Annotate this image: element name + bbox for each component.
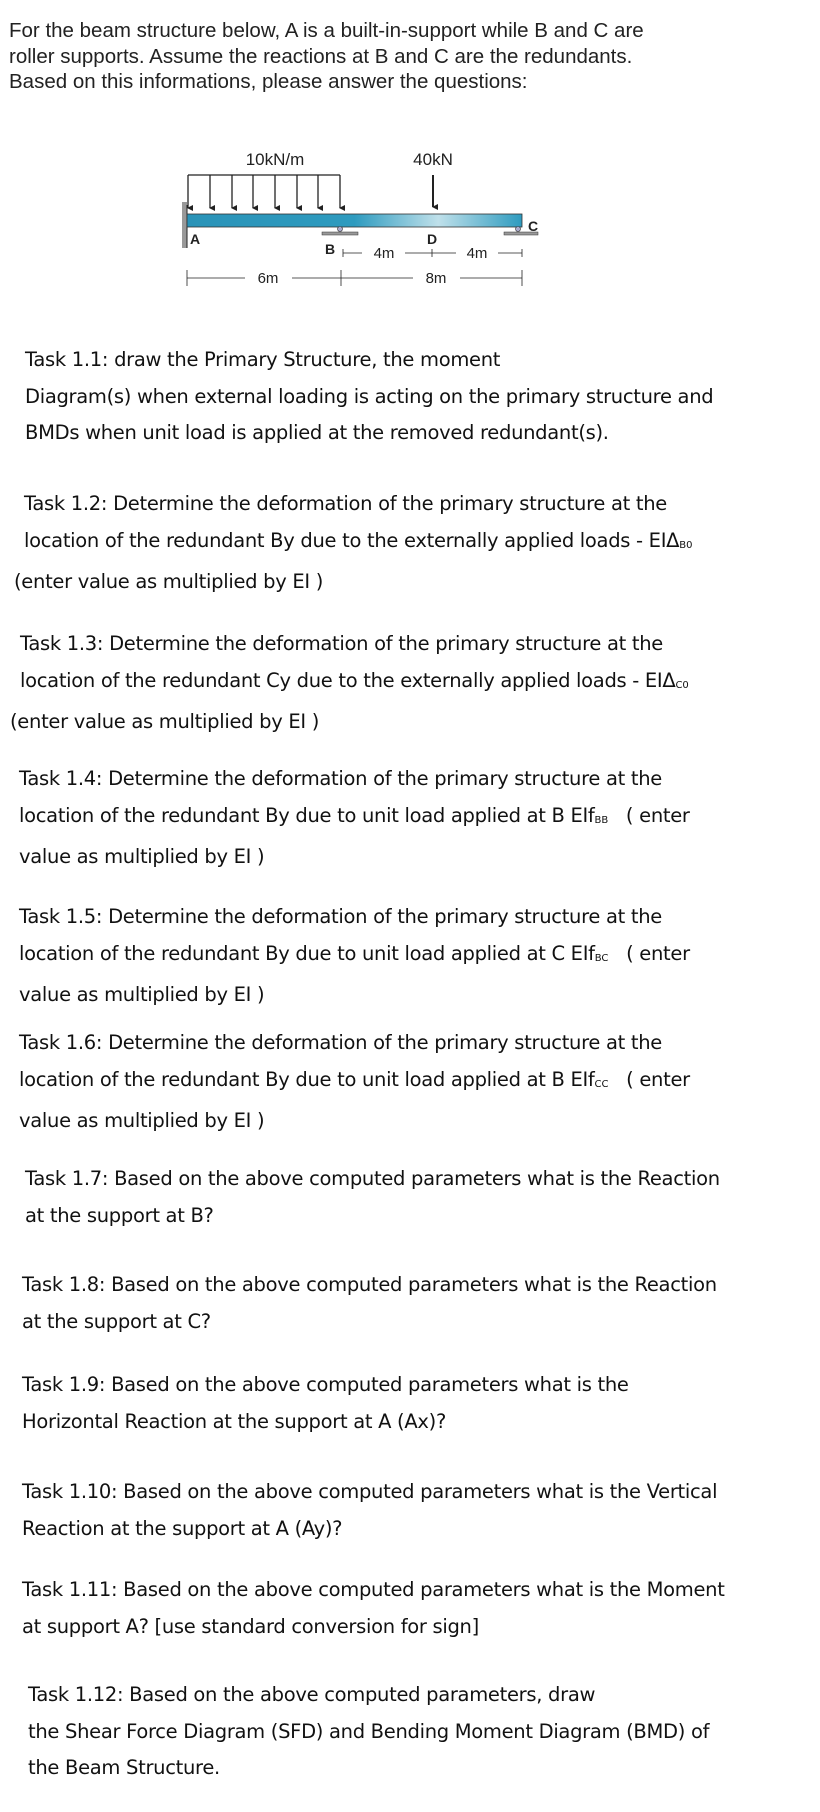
task-line: the Beam Structure. [28,1756,220,1779]
problem-intro [9,18,809,95]
task-line: Task 1.7: Based on the above computed parameters what is the Reaction [25,1167,720,1190]
subscript: BC [594,952,609,964]
task-line: Horizontal Reaction at the support at A (Ax)? [22,1409,446,1433]
task-line: at support A? [use standard conversion for sign] [22,1614,479,1638]
task-line: Reaction at the support at A (Ay)? [22,1516,343,1540]
task-line [19,1062,819,1104]
task-line: Task 1.3: Determine the deformation of the primary structure at the [20,632,663,655]
task-text: ( enter [608,941,690,965]
task-line [10,663,810,705]
task-text: location of the redundant By due to the externally applied loads - EIΔ [24,528,680,552]
task-line: value as multiplied by EI ) [19,983,265,1006]
task-1-1 [25,342,820,452]
task-line: Task 1.6: Determine the deformation of the primary structure at the [19,1031,662,1054]
task-line: value as multiplied by EI ) [19,845,265,868]
point-load-label: 40kN [413,150,453,169]
task-line: Task 1.2: Determine the deformation of the primary structure at the [24,492,667,515]
task-line: BMDs when unit load is applied at the removed redundant(s). [25,421,609,444]
task-line [14,523,814,565]
task-line: Task 1.8: Based on the above computed parameters what is the Reaction [22,1273,717,1296]
task-1-4 [19,761,819,876]
intro-line: Based on this informations, please answer the questions: [9,70,528,93]
fixed-wall-support-a [182,202,187,248]
task-text: location of the redundant By due to unit load applied at B EIf [19,803,595,827]
task-1-6 [19,1025,819,1140]
task-line: Task 1.4: Determine the deformation of the primary structure at the [19,767,662,790]
task-line: Task 1.9: Based on the above computed parameters what is the [22,1373,629,1396]
dim-bc: 8m [425,270,447,287]
label-c: C [528,218,539,234]
task-line: value as multiplied by EI ) [19,1109,265,1132]
task-text: location of the redundant Cy due to the externally applied loads - EIΔ [20,668,676,692]
task-1-12 [28,1677,820,1787]
dim-bd: 4m [373,245,395,262]
intro-line: For the beam structure below, A is a built-in-support while B and C are [9,19,644,42]
task-text: location of the redundant By due to unit load applied at C EIf [19,941,595,965]
intro-line: roller supports. Assume the reactions at B and C are the redundants. [9,44,633,68]
roller-support-b [322,227,358,236]
beam [187,214,522,227]
subscript: BB [594,814,609,826]
task-line: Task 1.10: Based on the above computed parameters what is the Vertical [22,1480,718,1503]
label-d: D [427,231,438,247]
task-1-9 [22,1367,820,1440]
task-line [19,936,819,978]
beam-diagram [150,120,570,320]
task-line [19,798,819,840]
distributed-load-label: 10kN/m [245,150,305,169]
task-line: at the support at C? [22,1309,211,1333]
label-a: A [190,231,201,247]
dim-dc: 4m [466,245,488,262]
task-text: ( enter [608,1067,690,1091]
task-1-7 [25,1161,820,1234]
task-1-11 [22,1572,820,1645]
task-1-5 [19,899,819,1014]
task-line: Task 1.1: draw the Primary Structure, the moment [25,348,501,371]
subscript: CC [594,1078,609,1090]
task-line: Task 1.12: Based on the above computed parameters, draw [28,1683,596,1706]
task-line: Diagram(s) when external loading is acting on the primary structure and [25,384,714,408]
task-1-2 [14,486,814,601]
dim-ab: 6m [257,270,279,287]
task-line: Task 1.5: Determine the deformation of the primary structure at the [19,905,662,928]
label-b: B [325,241,336,257]
task-1-3 [10,626,810,741]
task-line: (enter value as multiplied by EI ) [14,570,324,593]
task-line: at the support at B? [25,1203,214,1227]
task-line: (enter value as multiplied by EI ) [10,710,320,733]
task-text: location of the redundant By due to unit load applied at B EIf [19,1067,595,1091]
task-line: the Shear Force Diagram (SFD) and Bending Moment Diagram (BMD) of [28,1719,710,1743]
task-line: Task 1.11: Based on the above computed parameters what is the Moment [22,1578,725,1601]
task-1-10 [22,1474,820,1547]
task-text: ( enter [608,803,690,827]
task-1-8 [22,1267,820,1340]
distributed-load-arrows [188,175,340,208]
subscript: B0 [679,539,693,551]
subscript: C0 [675,679,689,691]
